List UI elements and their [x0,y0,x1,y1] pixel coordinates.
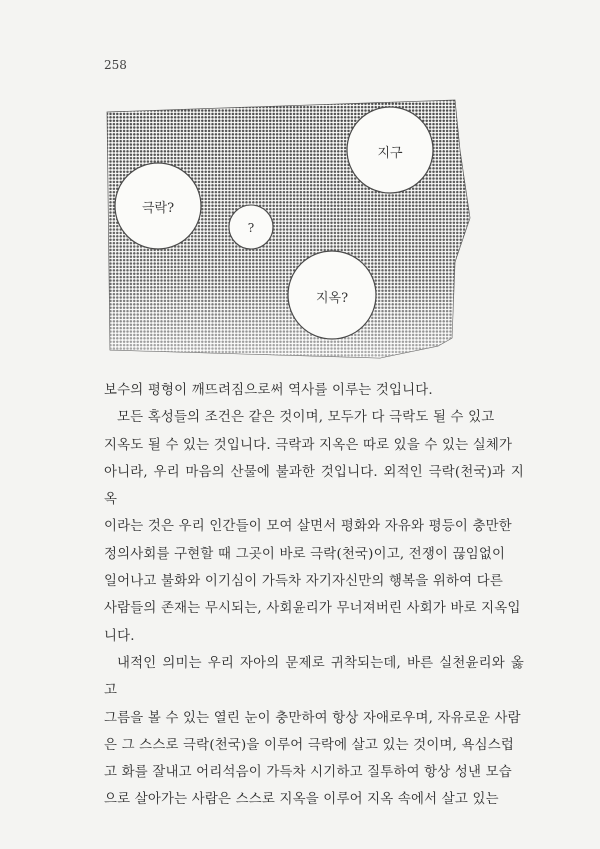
unknown-label: ? [247,221,255,235]
earth-label: 지구 [377,146,403,161]
paragraph-3 [104,650,524,814]
heaven-label: 극락? [141,201,175,216]
text-line: 그름을 볼 수 있는 열린 눈이 충만하여 항상 자애로우며, 자유로운 사람 [104,710,521,726]
text-line: 니다. [104,628,135,644]
heaven-hell-diagram [0,0,600,380]
paragraph-1 [104,377,524,404]
text-line: 보수의 평형이 깨뜨려짐으로써 역사를 이루는 것입니다. [104,383,433,398]
page-number: 258 [104,58,127,72]
text-line: 사람들의 존재는 무시되는, 사회윤리가 무너져버린 사회가 바로 지옥입 [104,601,521,617]
text-line: 이라는 것은 우리 인간들이 모여 살면서 평화와 자유와 평등이 충만한 [104,519,512,535]
body-text [104,377,524,814]
text-line: 정의사회를 구현할 때 그곳이 바로 극락(천국)이고, 전쟁이 끊임없이 [104,546,506,562]
text-line: 내적인 의미는 우리 자아의 문제로 귀착되는데, 바른 실천윤리와 옳고 [104,655,524,699]
text-line: 으로 살아가는 사람은 스스로 지옥을 이루어 지옥 속에서 살고 있는 [104,792,499,808]
text-line: 지옥도 될 수 있는 것입니다. 극락과 지옥은 따로 있을 수 있는 실체가 [104,437,513,453]
text-line: 은 그 스스로 극락(천국)을 이루어 극락에 살고 있는 것이며, 욕심스럽 [104,737,515,753]
hell-label: 지옥? [315,291,349,306]
text-line: 일어나고 불화와 이기심이 가득차 자기자신만의 행복을 위하여 다른 [104,574,503,590]
paragraph-2 [104,404,524,650]
text-line: 아니라, 우리 마음의 산물에 불과한 것입니다. 외적인 극락(천국)과 지옥 [104,464,524,508]
text-line: 고 화를 잘내고 어리석음이 가득차 시기하고 질투하여 항상 성낸 모습 [104,765,512,781]
text-line: 모든 혹성들의 조건은 같은 것이며, 모두가 다 극락도 될 수 있고 [117,410,495,426]
